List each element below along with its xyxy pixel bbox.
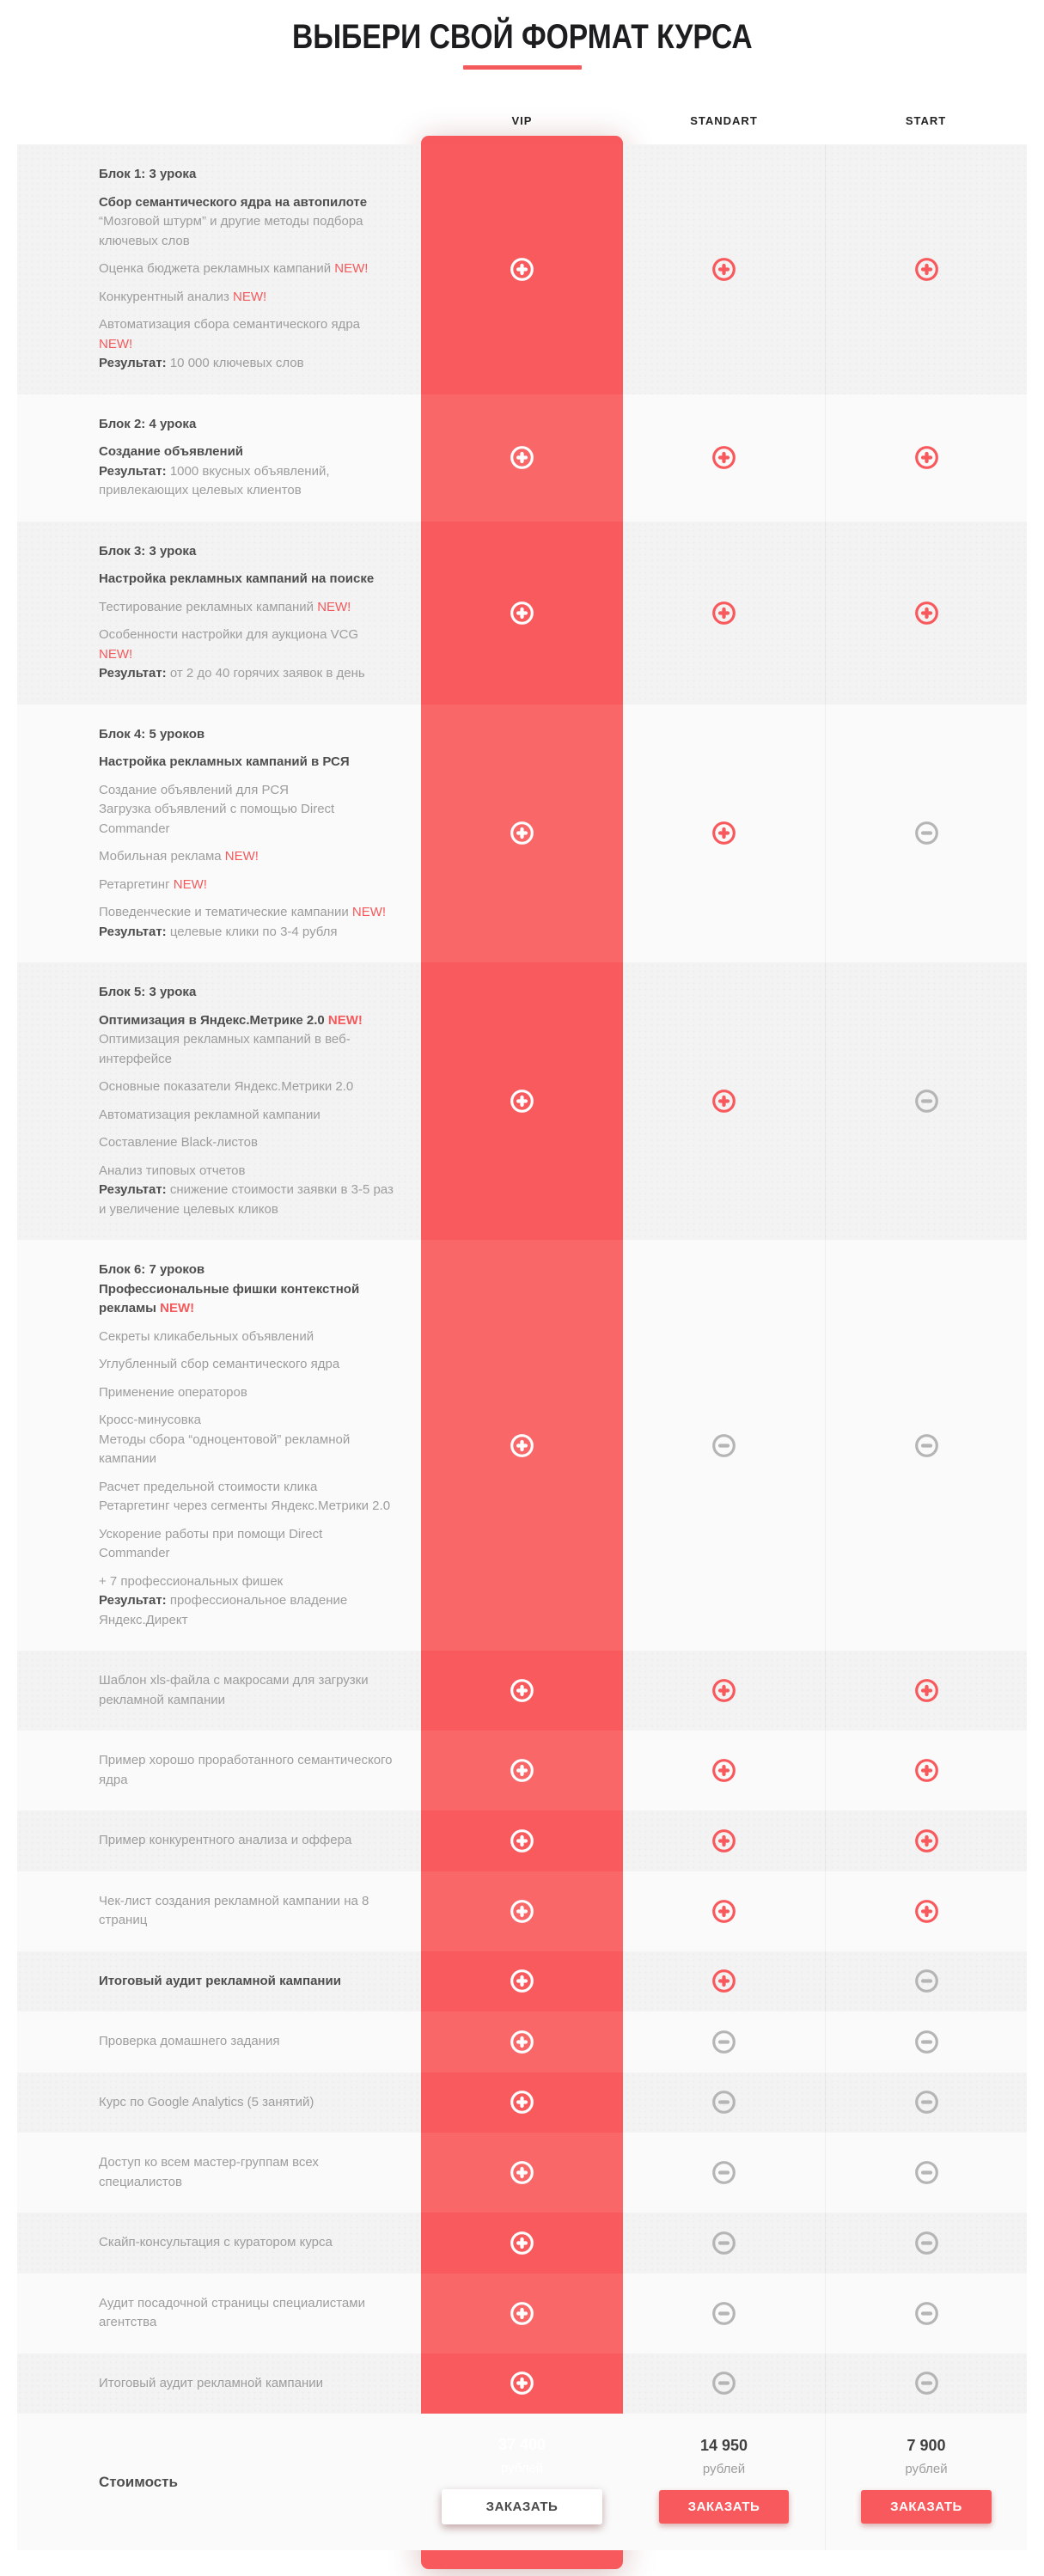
feature-description <box>17 2072 421 2133</box>
feature-cell-vip <box>421 2353 623 2414</box>
feature-text: Ретаргетинг NEW! <box>99 876 207 892</box>
feature-cell-vip <box>421 1240 623 1651</box>
comparison-table <box>17 144 1027 2550</box>
feature-text: Конкурентный анализ NEW! <box>99 289 267 304</box>
feature-cell-start <box>825 1240 1027 1651</box>
feature-text: Сбор семантического ядра на автопилоте “Мозговой штурм” и другие методы подбора ключевых слов <box>99 194 368 248</box>
minus-icon <box>914 2030 939 2054</box>
standart-price-currency: рублей <box>702 2462 746 2476</box>
feature-text: Анализ типовых отчетов Результат: снижение стоимости заявки в 3-5 раз и увеличение целевых кликов <box>99 1163 394 1217</box>
feature-description <box>17 705 421 963</box>
plus-icon <box>510 601 534 626</box>
plus-icon <box>711 601 736 626</box>
start-price-currency: рублей <box>905 2462 948 2476</box>
feature-cell-vip <box>421 2274 623 2353</box>
feature-description <box>17 2213 421 2274</box>
minus-icon <box>914 2301 939 2326</box>
feature-text: Создание объявлений Результат: 1000 вкусных объявлений, привлекающих целевых клиентов <box>99 444 330 497</box>
feature-text: Пример конкурентного анализа и оффера <box>99 1833 352 1847</box>
feature-text: Поведенческие и тематические кампании NEW! Результат: целевые клики по 3-4 рубля <box>99 905 387 939</box>
minus-icon <box>711 2371 736 2396</box>
feature-text: Блок 2: 4 урока <box>99 416 197 431</box>
start-price: 7 900 <box>907 2437 946 2454</box>
page-title: ВЫБЕРИ СВОЙ ФОРМАТ КУРСА <box>291 18 753 56</box>
plus-icon <box>914 445 939 470</box>
feature-text: Блок 5: 3 урока <box>99 985 197 999</box>
feature-cell-start <box>825 394 1027 522</box>
feature-description <box>17 1240 421 1651</box>
plus-icon <box>914 1758 939 1783</box>
feature-cell-start <box>825 522 1027 705</box>
plus-icon <box>510 2030 534 2054</box>
feature-row <box>17 144 1027 394</box>
plus-icon <box>510 2160 534 2185</box>
minus-icon <box>914 821 939 845</box>
start-price-cell <box>825 2414 1027 2550</box>
plus-icon <box>510 1828 534 1853</box>
plus-icon <box>510 1899 534 1924</box>
feature-row <box>17 1731 1027 1810</box>
feature-text: Курс по Google Analytics (5 занятий) <box>99 2094 314 2109</box>
feature-cell-start <box>825 1871 1027 1951</box>
feature-cell-standart <box>623 962 825 1240</box>
plus-icon <box>510 2090 534 2115</box>
feature-text: Скайп-консультация с куратором курса <box>99 2235 333 2249</box>
feature-description <box>17 394 421 522</box>
feature-text: Настройка рекламных кампаний в РСЯ <box>99 754 350 769</box>
feature-cell-vip <box>421 962 623 1240</box>
feature-cell-vip <box>421 1871 623 1951</box>
standart-price-cell <box>623 2414 825 2550</box>
feature-row <box>17 2133 1027 2213</box>
feature-text: Блок 3: 3 урока <box>99 543 197 559</box>
plus-icon <box>711 1089 736 1114</box>
plus-icon <box>510 1089 534 1114</box>
feature-text: Применение операторов <box>99 1384 247 1400</box>
plus-icon <box>510 2301 534 2326</box>
minus-icon <box>914 1433 939 1458</box>
feature-cell-start <box>825 1951 1027 2012</box>
plus-icon <box>711 445 736 470</box>
feature-text: Блок 1: 3 урока <box>99 167 197 181</box>
feature-row <box>17 1871 1027 1951</box>
feature-row <box>17 2072 1027 2133</box>
feature-row <box>17 2353 1027 2414</box>
feature-text: Доступ ко всем мастер-группам всех специалистов <box>99 2155 319 2189</box>
feature-cell-vip <box>421 1951 623 2012</box>
feature-cell-vip <box>421 394 623 522</box>
plus-icon <box>711 821 736 845</box>
feature-cell-vip <box>421 2072 623 2133</box>
minus-icon <box>711 2090 736 2115</box>
feature-text: + 7 профессиональных фишек Результат: профессиональное владение Яндекс.Директ <box>99 1573 348 1627</box>
feature-description <box>17 962 421 1240</box>
feature-cell-standart <box>623 2011 825 2072</box>
minus-icon <box>914 2231 939 2256</box>
vip-price: 37 400 <box>498 2436 546 2453</box>
feature-text: Секреты кликабельных объявлений <box>99 1328 314 1344</box>
feature-row <box>17 962 1027 1240</box>
feature-text: Автоматизация рекламной кампании <box>99 1107 321 1122</box>
feature-text: Итоговый аудит рекламной кампании <box>99 1973 341 1988</box>
price-row-label: Стоимость <box>99 2473 178 2490</box>
feature-text: Итоговый аудит рекламной кампании <box>99 2375 323 2390</box>
feature-cell-start <box>825 1651 1027 1731</box>
minus-icon <box>711 1433 736 1458</box>
minus-icon <box>914 2160 939 2185</box>
plus-icon <box>914 1828 939 1853</box>
feature-cell-standart <box>623 1651 825 1731</box>
feature-cell-start <box>825 2072 1027 2133</box>
feature-text: Мобильная реклама NEW! <box>99 849 259 864</box>
feature-cell-start <box>825 2011 1027 2072</box>
feature-row <box>17 522 1027 705</box>
feature-cell-vip <box>421 2011 623 2072</box>
feature-row <box>17 394 1027 522</box>
plus-icon <box>711 1899 736 1924</box>
feature-cell-standart <box>623 1951 825 2012</box>
feature-cell-standart <box>623 2072 825 2133</box>
feature-cell-vip <box>421 2133 623 2213</box>
feature-text: Аудит посадочной страницы специалистами агентства <box>99 2295 365 2329</box>
feature-cell-standart <box>623 1871 825 1951</box>
feature-text: Создание объявлений для РСЯ Загрузка объявлений с помощью Direct Commander <box>99 782 335 836</box>
feature-description <box>17 2353 421 2414</box>
feature-row <box>17 2011 1027 2072</box>
feature-description <box>17 2274 421 2353</box>
plus-icon <box>711 1678 736 1703</box>
feature-row <box>17 1810 1027 1871</box>
feature-cell-start <box>825 2213 1027 2274</box>
standart-price: 14 950 <box>699 2437 748 2454</box>
minus-icon <box>711 2030 736 2054</box>
plan-header-vip: VIP <box>511 114 533 127</box>
plus-icon <box>711 1969 736 1993</box>
feature-cell-standart <box>623 1240 825 1651</box>
feature-description <box>17 2133 421 2213</box>
plan-header-start: START <box>905 114 947 127</box>
feature-cell-standart <box>623 2353 825 2414</box>
feature-cell-vip <box>421 522 623 705</box>
minus-icon <box>914 1089 939 1114</box>
minus-icon <box>914 1969 939 1993</box>
feature-cell-vip <box>421 144 623 394</box>
plus-icon <box>914 1678 939 1703</box>
feature-text: Кросс-минусовка Методы сбора “одноцентовой” рекламной кампании <box>99 1413 351 1466</box>
plus-icon <box>914 601 939 626</box>
feature-cell-vip <box>421 705 623 963</box>
feature-cell-start <box>825 705 1027 963</box>
minus-icon <box>914 2371 939 2396</box>
plus-icon <box>510 2231 534 2256</box>
plus-icon <box>914 257 939 282</box>
feature-description <box>17 522 421 705</box>
feature-text: Расчет предельной стоимости клика Ретаргетинг через сегменты Яндекс.Метрики 2.0 <box>99 1479 391 1513</box>
vip-price-cell <box>421 2414 623 2550</box>
feature-description <box>17 2011 421 2072</box>
feature-cell-start <box>825 2133 1027 2213</box>
feature-row <box>17 2213 1027 2274</box>
feature-text: Оптимизация в Яндекс.Метрике 2.0 NEW! Оптимизация рекламных кампаний в веб-интерфейсе <box>99 1012 363 1066</box>
minus-icon <box>914 2090 939 2115</box>
feature-cell-standart <box>623 1731 825 1810</box>
feature-text: Составление Black-листов <box>99 1135 258 1150</box>
plus-icon <box>711 1758 736 1783</box>
feature-cell-start <box>825 962 1027 1240</box>
plus-icon <box>510 1433 534 1458</box>
feature-cell-vip <box>421 1810 623 1871</box>
feature-cell-standart <box>623 394 825 522</box>
feature-cell-start <box>825 144 1027 394</box>
start-order-button[interactable]: ЗАКАЗАТЬ <box>861 2490 992 2524</box>
vip-price-currency: рублей <box>500 2461 544 2475</box>
feature-row <box>17 1651 1027 1731</box>
plus-icon <box>711 1828 736 1853</box>
plan-headers <box>17 114 1027 127</box>
feature-text: Блок 4: 5 уроков <box>99 726 205 742</box>
feature-row <box>17 2274 1027 2353</box>
feature-cell-vip <box>421 1651 623 1731</box>
feature-text: Чек-лист создания рекламной кампании на 8 страниц <box>99 1893 369 1927</box>
feature-cell-start <box>825 2274 1027 2353</box>
minus-icon <box>711 2301 736 2326</box>
feature-cell-start <box>825 2353 1027 2414</box>
feature-description <box>17 1731 421 1810</box>
feature-cell-start <box>825 1810 1027 1871</box>
title-underline <box>463 65 582 70</box>
feature-cell-standart <box>623 1810 825 1871</box>
feature-cell-standart <box>623 144 825 394</box>
feature-text: Ускорение работы при помощи Direct Commander <box>99 1526 323 1560</box>
feature-text: Автоматизация сбора семантического ядра NEW! Результат: 10 000 ключевых слов <box>99 317 360 370</box>
feature-cell-standart <box>623 2133 825 2213</box>
pricing-row <box>17 2414 1027 2550</box>
feature-description <box>17 1810 421 1871</box>
plus-icon <box>510 257 534 282</box>
feature-text: Пример хорошо проработанного семантического ядра <box>99 1753 393 1787</box>
feature-text: Шаблон xls-файла с макросами для загрузки рекламной кампании <box>99 1673 369 1707</box>
plus-icon <box>914 1899 939 1924</box>
feature-description <box>17 144 421 394</box>
plus-icon <box>510 1758 534 1783</box>
feature-cell-standart <box>623 522 825 705</box>
feature-description <box>17 1871 421 1951</box>
feature-text: Проверка домашнего задания <box>99 2034 280 2048</box>
feature-text: Углубленный сбор семантического ядра <box>99 1357 340 1371</box>
feature-cell-start <box>825 1731 1027 1810</box>
plus-icon <box>510 1969 534 1993</box>
vip-order-button[interactable]: ЗАКАЗАТЬ <box>442 2489 603 2524</box>
feature-text: Блок 6: 7 уроков Профессиональные фишки контекстной рекламы NEW! <box>99 1262 360 1315</box>
feature-cell-vip <box>421 1731 623 1810</box>
plus-icon <box>510 1678 534 1703</box>
plus-icon <box>510 821 534 845</box>
feature-cell-vip <box>421 2213 623 2274</box>
feature-text: Особенности настройки для аукциона VCG NEW! Результат: от 2 до 40 горячих заявок в день <box>99 627 365 681</box>
feature-text: Оценка бюджета рекламных кампаний NEW! <box>99 261 369 276</box>
feature-text: Настройка рекламных кампаний на поиске <box>99 571 375 586</box>
minus-icon <box>711 2160 736 2185</box>
feature-description <box>17 1951 421 2012</box>
feature-text: Основные показатели Яндекс.Метрики 2.0 <box>99 1079 354 1094</box>
plan-header-standart: STANDART <box>690 114 758 127</box>
feature-cell-standart <box>623 705 825 963</box>
feature-cell-standart <box>623 2274 825 2353</box>
minus-icon <box>711 2231 736 2256</box>
feature-text: Тестирование рекламных кампаний NEW! <box>99 599 351 614</box>
standart-order-button[interactable]: ЗАКАЗАТЬ <box>659 2490 790 2524</box>
feature-row <box>17 705 1027 963</box>
plus-icon <box>711 257 736 282</box>
feature-cell-standart <box>623 2213 825 2274</box>
plus-icon <box>510 2371 534 2396</box>
feature-row <box>17 1951 1027 2012</box>
feature-description <box>17 1651 421 1731</box>
plus-icon <box>510 445 534 470</box>
feature-row <box>17 1240 1027 1651</box>
